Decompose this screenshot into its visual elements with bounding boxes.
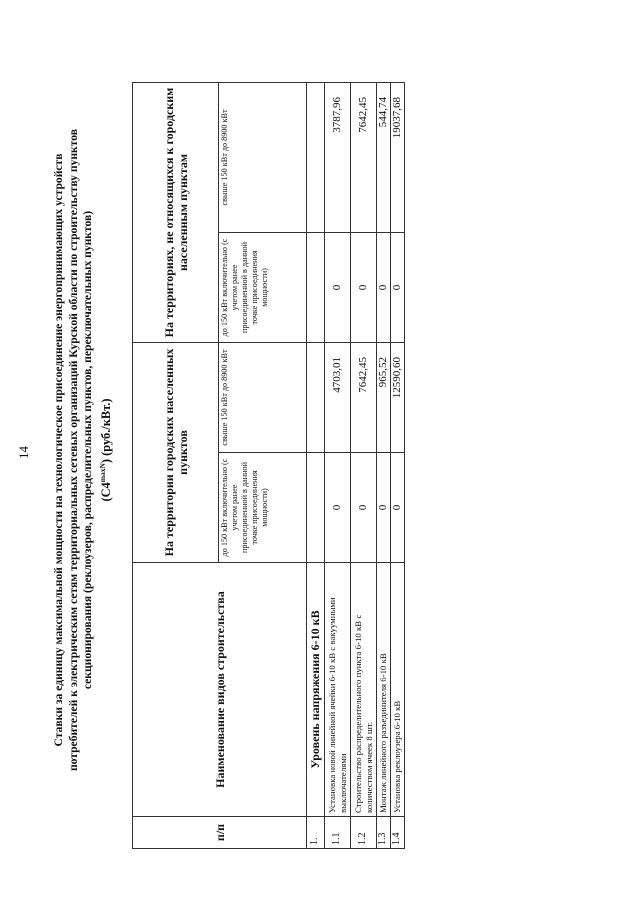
header-rural-over150: свыше 150 кВт до 8900 кВт [219,82,307,232]
table-row-level [307,82,325,848]
level-cell-empty [307,342,325,452]
level-cell-empty [307,453,325,563]
row-rural-over150: 7642,45 [351,82,377,232]
row-urban-upto150: 0 [351,453,377,563]
heading-line-2: потребителей к электрическим сетям территориальных сетевых организаций Курской области по строительству пунктов [66,128,80,772]
row-rural-over150: 19037,68 [391,82,405,232]
row-number: 1.1 [325,817,351,849]
row-rural-over150: 544,74 [377,82,391,232]
formula-superscript: maxN [97,463,107,483]
row-urban-over150: 12590,60 [391,342,405,452]
row-name: Монтаж линейного разъединителя 6-10 кВ [377,563,391,817]
row-urban-over150: 7642,45 [351,342,377,452]
header-urban-upto150: до 150 кВт включительно (с учетом ранее присоединенной в данной точке присоединения мощности) [219,453,307,563]
table-row [351,82,377,848]
row-urban-upto150: 0 [325,453,351,563]
row-number: 1.3 [377,817,391,849]
header-name: Наименование видов строительства [133,563,307,817]
row-urban-over150: 965,52 [377,342,391,452]
header-urban-over150: свыше 150 кВт до 8900 кВт [219,342,307,452]
heading-line-1: Ставки за единицу максимальной мощности на технологическое присоединение энергопринимающих устройств [52,153,65,747]
header-rural-upto150: до 150 кВт включительно (с учетом ранее присоединенной в данной точке присоединения мощности) [219,232,307,342]
rates-table [132,82,405,849]
heading-formula [96,55,114,845]
table-row [377,82,391,848]
row-number: 1.4 [391,817,405,849]
row-rural-over150: 3787,96 [325,82,351,232]
level-number: 1. [307,817,325,849]
document-heading [52,55,113,845]
row-urban-over150: 4703,01 [325,342,351,452]
header-pp: п/п [133,817,307,849]
row-urban-upto150: 0 [377,453,391,563]
row-rural-upto150: 0 [351,232,377,342]
heading-line-3: секционирования (реклоузеров, распределительных пунктов, переключательных пунктов) [81,210,94,690]
page-number: 14 [16,446,31,459]
row-rural-upto150: 0 [391,232,405,342]
table-row [325,82,351,848]
header-group-urban: На территории городских населенных пунктов [133,342,219,562]
level-label: Уровень напряжения 6-10 кВ [307,563,325,817]
formula-unit: ) (руб./кВт.) [98,398,113,464]
level-cell-empty [307,82,325,232]
level-cell-empty [307,232,325,342]
row-name: Строительство распределительного пункта 6-10 кВ с количеством ячеек 8 шт. [351,563,377,817]
row-rural-upto150: 0 [325,232,351,342]
row-urban-upto150: 0 [391,453,405,563]
formula-main: (C4 [98,482,113,502]
table-row [391,82,405,848]
row-name: Установка новой линейной ячейки 6-10 кВ с вакуумными выключателями [325,563,351,817]
row-rural-upto150: 0 [377,232,391,342]
row-number: 1.2 [351,817,377,849]
row-name: Установка реклоузера 6-10 кВ [391,563,405,817]
header-group-rural: На территориях, не относящихся к городским населенным пунктам [133,82,219,342]
